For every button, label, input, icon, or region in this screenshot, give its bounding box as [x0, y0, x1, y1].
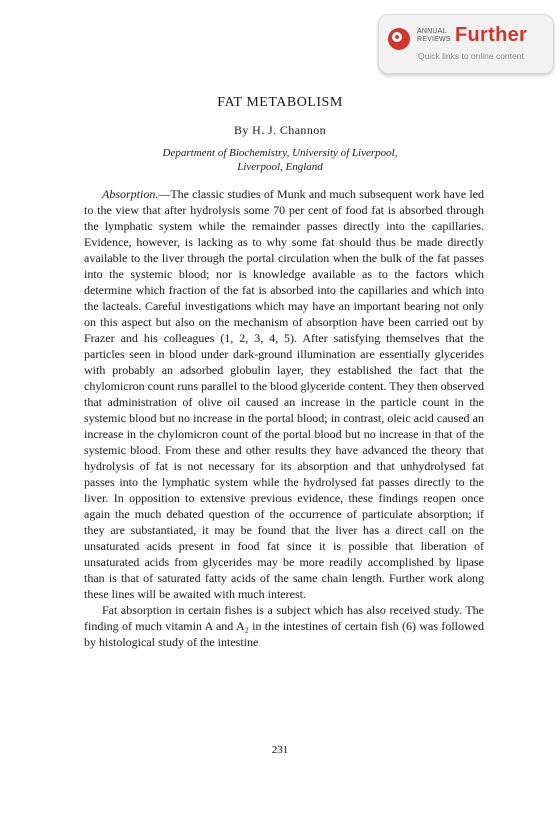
paragraph-text: —The classic studies of Munk and much subsequent work have led to the view that after hydrolysis some 70 per cent of food fat is absorbed through the lymphatic system while the remainder passes directly into the capillaries. Evidence, however, is lacking as to why some fat should thus be made directly available to the liver through the portal circulation when the bulk of the fat passes into the systemic blood; nor is knowledge available as to the factors which determine which fraction of the fat is absorbed into the capillaries and which into the lacteals. Careful investigations which may have an important bearing not only on this aspect but also on the mechanism of absorption have been carried out by Frazer and his colleagues (1, 2, 3, 4, 5). After satisfying themselves that the particles seen in blood under dark-ground illumination are essentially glycerides with probably an adsorbed globulin layer, they established the fact that the chylomicron count runs parallel to the blood glyceride content. They then observed that administration of olive oil caused an increase in the particle count in the systemic blood but no increase in the portal blood; in contrast, oleic acid caused an increase in the chylomicron count of the portal blood but no increase in that of the systemic blood. From these and other results they have advanced the theory that hydrolysis of fat is not necessary for its absorption and that unhydrolysed fat passes into the lymphatic system while the hydrolysed fat passes directly to the liver. In opposition to extensive previous evidence, these findings reopen once again the much debated question of the occurrence of particulate absorption; if they are substantiated, it may be found that the liver has a direct call on the unsaturated acids present in food fat since it is possible that liberation of unsaturated acids from glycerides may be more readily accomplished by lipase than is that of saturated fatty acids of the same chain length. Further work along these lines will be awaited with much interest. [84, 187, 484, 601]
badge-line-reviews: REVIEWS [417, 36, 451, 43]
paragraph-text: Fat absorption in certain fishes is a subject which has also received study. The finding of much vitamin A and A₂ in the intestines of certain fish (6) was followed by histological study of the intestine [84, 603, 484, 649]
section-lead-absorption: Absorption. [102, 187, 159, 201]
further-badge[interactable] [378, 14, 554, 74]
article-body [84, 186, 484, 650]
annual-reviews-logo-icon [388, 28, 410, 50]
badge-brand: Further [455, 24, 528, 46]
badge-subtitle: Quick links to online content [418, 51, 524, 61]
article-title: FAT METABOLISM [217, 95, 343, 110]
paragraph-absorption [84, 186, 484, 602]
badge-publisher [417, 28, 457, 44]
author-affiliation [0, 146, 560, 174]
badge-line-annual: ANNUAL [417, 28, 447, 35]
affiliation-line-2: Liverpool, England [237, 161, 323, 173]
page-number: 231 [271, 744, 289, 756]
paragraph-fish-absorption [84, 602, 484, 650]
article-author: By H. J. Channon [233, 123, 327, 137]
affiliation-line-1: Department of Biochemistry, University of Liverpool, [162, 147, 398, 159]
